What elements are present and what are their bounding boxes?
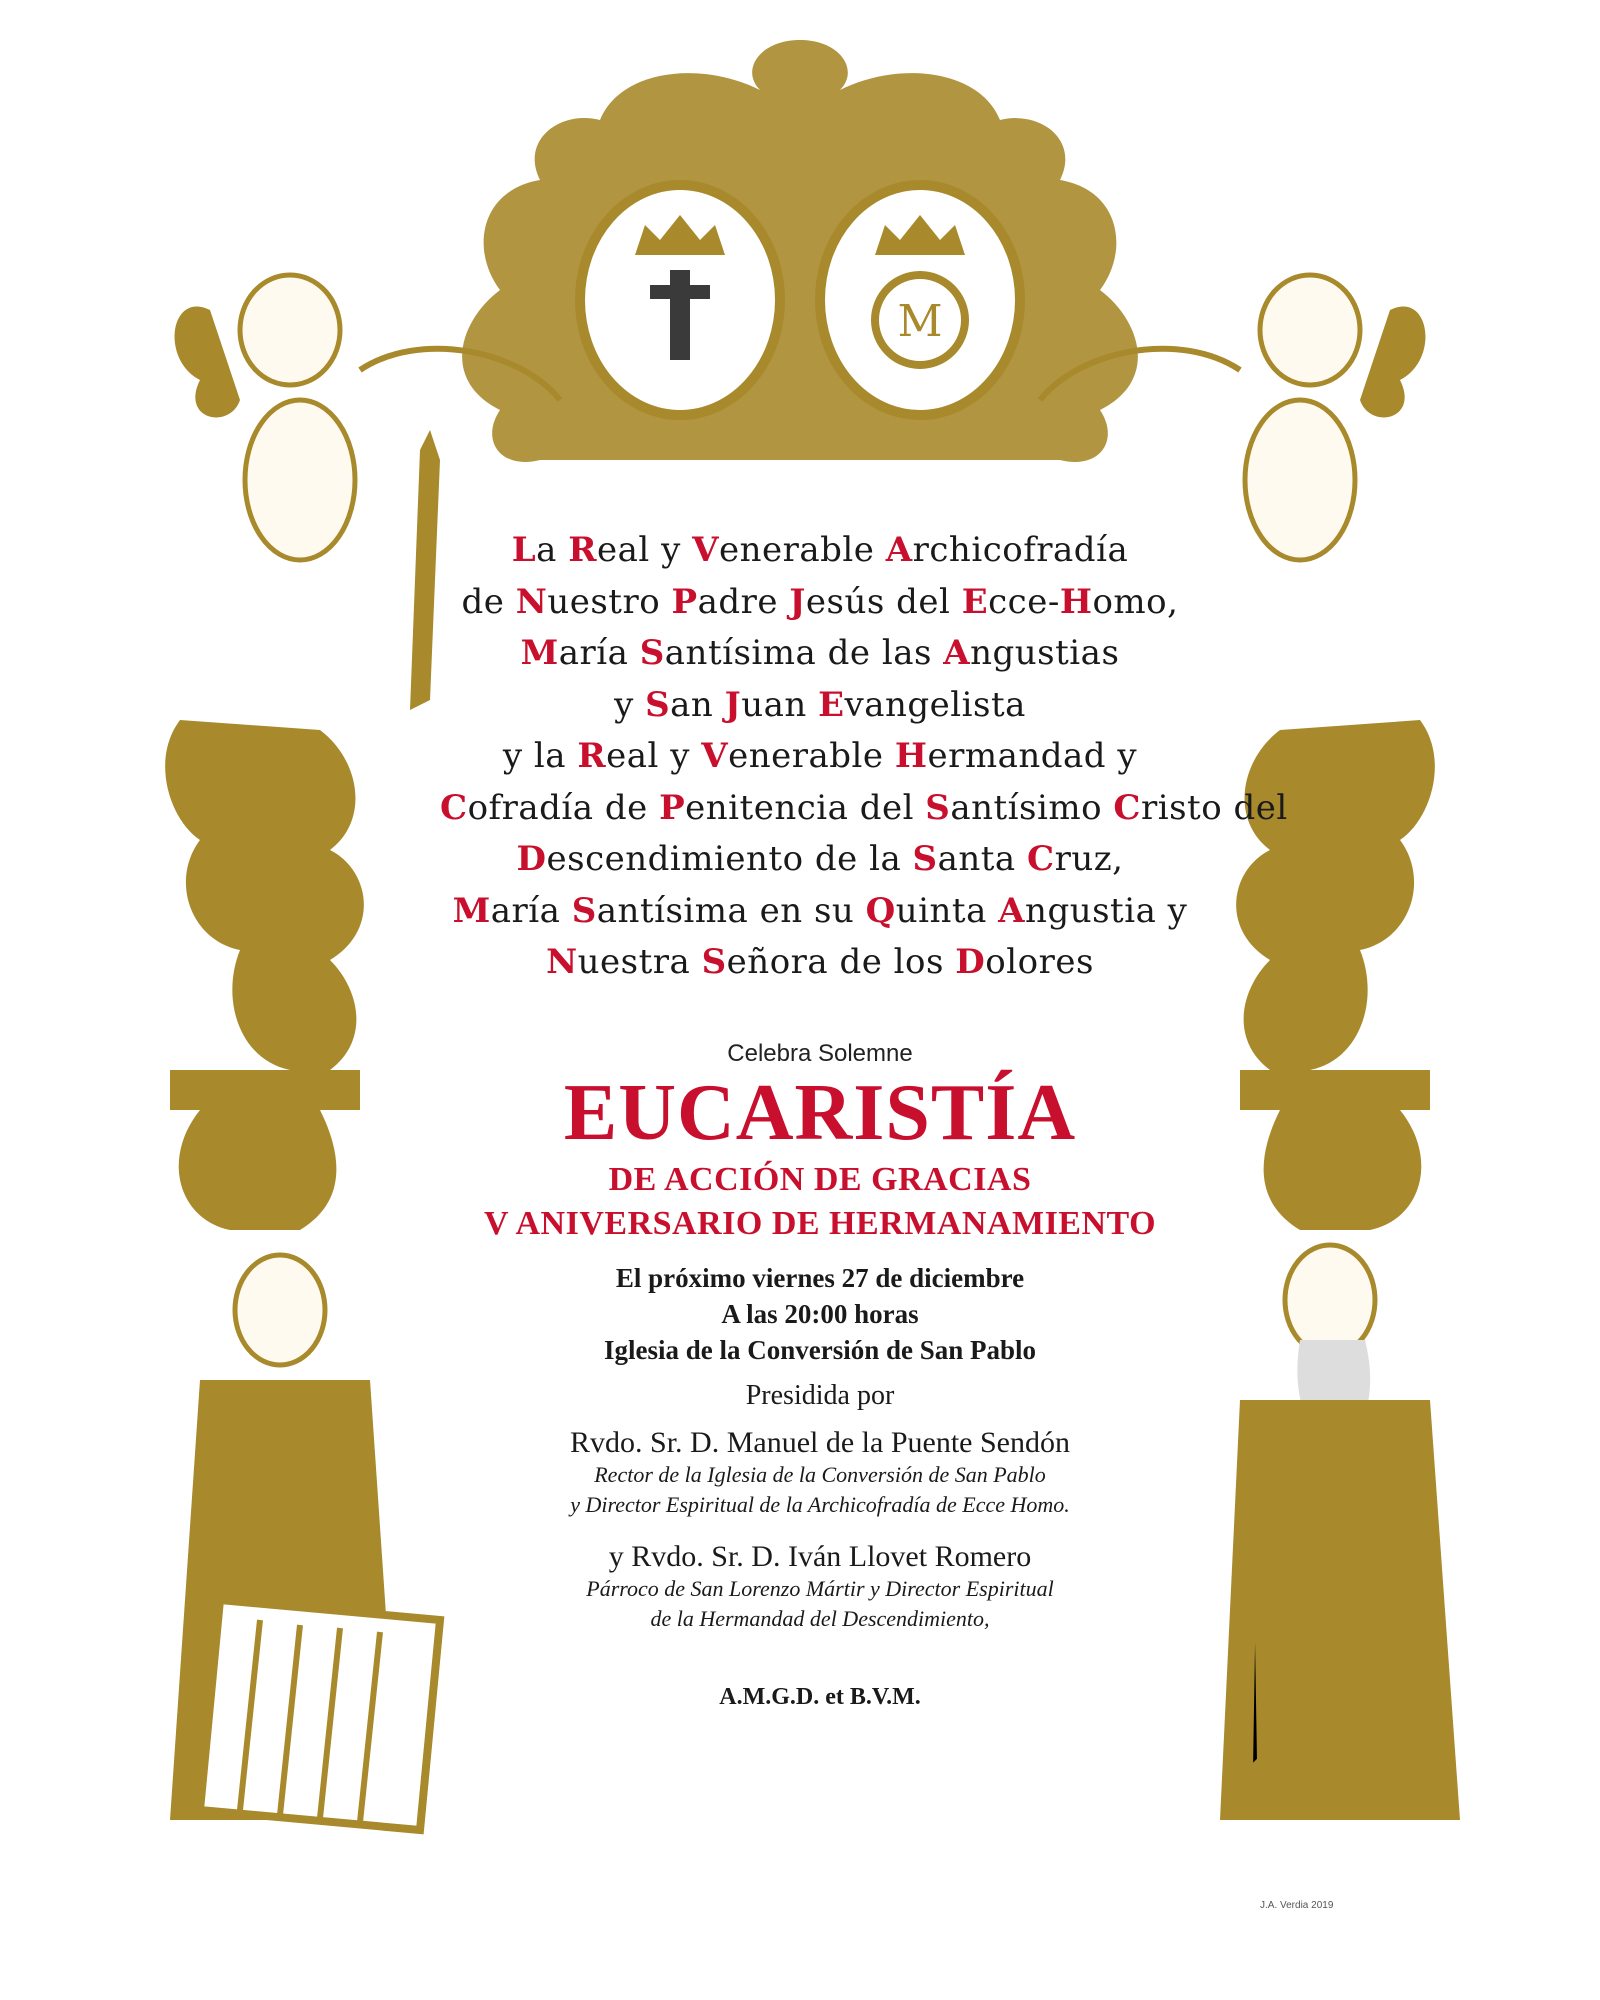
heading-segment: eal y	[597, 530, 693, 570]
heading-segment: cce-	[988, 581, 1060, 622]
left-column	[165, 275, 440, 1830]
heading-segment: y la	[502, 736, 578, 776]
event-subtitle-2: V ANIVERSARIO DE HERMANAMIENTO	[483, 1205, 1157, 1242]
heading-segment: aría	[490, 890, 572, 931]
artist-signature: J.A. Verdia 2019	[1260, 1900, 1334, 1911]
heading-segment: adre	[697, 581, 790, 622]
heading-segment: a	[536, 530, 569, 570]
heading-line-1	[440, 525, 1200, 577]
heading-segment: ngustias	[970, 633, 1120, 673]
heading-segment: enitencia del	[685, 787, 926, 828]
heading-segment: esús del	[805, 581, 962, 622]
celebrant-1-name: Rvdo. Sr. D. Manuel de la Puente Sendón	[570, 1426, 1070, 1459]
heading-segment: R	[577, 736, 607, 776]
heading-segment: S	[639, 633, 665, 673]
heading-segment: M	[452, 890, 491, 931]
heading-segment: uestra	[577, 942, 702, 982]
celebrant-2-name: y Rvdo. Sr. D. Iván Llovet Romero	[608, 1540, 1032, 1573]
celebrant-1-role-1: Rector de la Iglesia de la Conversión de San Pablo	[594, 1462, 1046, 1487]
event-details	[400, 1040, 1240, 1711]
heading-segment: A	[998, 890, 1026, 931]
event-title: EUCARISTÍA	[563, 1069, 1077, 1157]
event-subtitle-1: DE ACCIÓN DE GRACIAS	[608, 1161, 1032, 1198]
heading-line-5	[440, 731, 1200, 783]
heading-segment: ngustia y	[1025, 890, 1188, 931]
heading-segment: antísima de las	[664, 633, 944, 673]
heading-segment: Q	[865, 890, 896, 931]
heading-segment: P	[671, 581, 698, 622]
heading-segment: D	[516, 839, 547, 879]
heading-segment: enerable	[719, 530, 886, 570]
heading-segment: S	[925, 787, 951, 828]
heading-segment: anta	[937, 839, 1028, 879]
heading-line-6	[440, 783, 1288, 835]
heading-segment: antísima en su	[596, 890, 866, 931]
heading-segment: H	[894, 736, 928, 776]
right-column	[1220, 275, 1460, 1820]
heading-line-9	[440, 937, 1200, 989]
heading-segment: rchicofradía	[912, 530, 1129, 570]
event-date: El próximo viernes 27 de diciembre	[615, 1263, 1025, 1293]
heading-segment: S	[645, 684, 671, 725]
heading-segment: y	[614, 684, 646, 725]
heading-segment: H	[1059, 581, 1093, 622]
heading-line-4	[440, 680, 1200, 732]
heading-segment: eñora de los	[726, 942, 956, 982]
heading-segment: antísimo	[950, 787, 1114, 828]
heading-segment: J	[789, 581, 806, 622]
heading-segment: escendimiento de la	[546, 839, 913, 879]
heading-segment: S	[571, 890, 597, 931]
event-time: A las 20:00 horas	[721, 1299, 919, 1329]
heading-segment: R	[568, 530, 598, 570]
heading-segment: C	[1027, 839, 1055, 879]
brotherhood-heading	[440, 525, 1288, 989]
closing-motto: A.M.G.D. et B.V.M.	[719, 1684, 921, 1710]
heading-segment: risto del	[1140, 787, 1288, 828]
celebrant-2-role-1: Párroco de San Lorenzo Mártir y Director Espiritual	[586, 1576, 1054, 1601]
top-crest	[360, 40, 1240, 462]
heading-segment: V	[692, 530, 719, 570]
heading-segment: vangelista	[844, 684, 1026, 725]
heading-segment: M	[520, 633, 559, 673]
heading-segment: E	[961, 581, 989, 622]
heading-segment: N	[546, 942, 578, 982]
heading-line-8	[440, 886, 1200, 938]
heading-segment: uinta	[895, 890, 999, 931]
heading-line-7	[440, 834, 1200, 886]
heading-segment: olores	[985, 942, 1094, 982]
heading-segment: ermandad y	[927, 736, 1138, 776]
heading-line-2	[440, 577, 1200, 629]
celebrant-2-role-2: de la Hermandad del Descendimiento,	[650, 1606, 990, 1631]
heading-segment: E	[818, 684, 845, 725]
heading-segment: V	[701, 736, 729, 776]
heading-segment: an	[670, 684, 725, 725]
heading-segment: eal y	[606, 736, 702, 776]
heading-segment: D	[955, 942, 986, 982]
heading-segment: de	[461, 581, 516, 622]
heading-segment: S	[912, 839, 938, 879]
heading-segment: omo,	[1092, 581, 1179, 622]
heading-segment: ruz,	[1054, 839, 1124, 879]
heading-segment: S	[701, 942, 727, 982]
heading-segment: uan	[741, 684, 819, 725]
heading-segment: A	[943, 633, 971, 673]
heading-segment: A	[885, 530, 913, 570]
heading-segment: uestro	[547, 581, 672, 622]
heading-segment: L	[511, 530, 537, 570]
heading-line-3	[440, 628, 1200, 680]
heading-segment: ofradía de	[467, 787, 660, 828]
svg-text:M: M	[897, 296, 943, 347]
heading-segment: C	[1113, 787, 1141, 828]
heading-segment: J	[724, 684, 742, 725]
celebrant-1-role-2: y Director Espiritual de la Archicofradía de Ecce Homo.	[570, 1492, 1070, 1517]
heading-segment: C	[440, 787, 468, 828]
heading-segment: N	[515, 581, 548, 622]
event-place: Iglesia de la Conversión de San Pablo	[603, 1335, 1037, 1365]
heading-segment: enerable	[728, 736, 895, 776]
heading-segment: aría	[558, 633, 640, 673]
intro-text: Celebra Solemne	[727, 1040, 913, 1067]
presided-label: Presidida por	[745, 1380, 895, 1411]
heading-segment: P	[659, 787, 686, 828]
